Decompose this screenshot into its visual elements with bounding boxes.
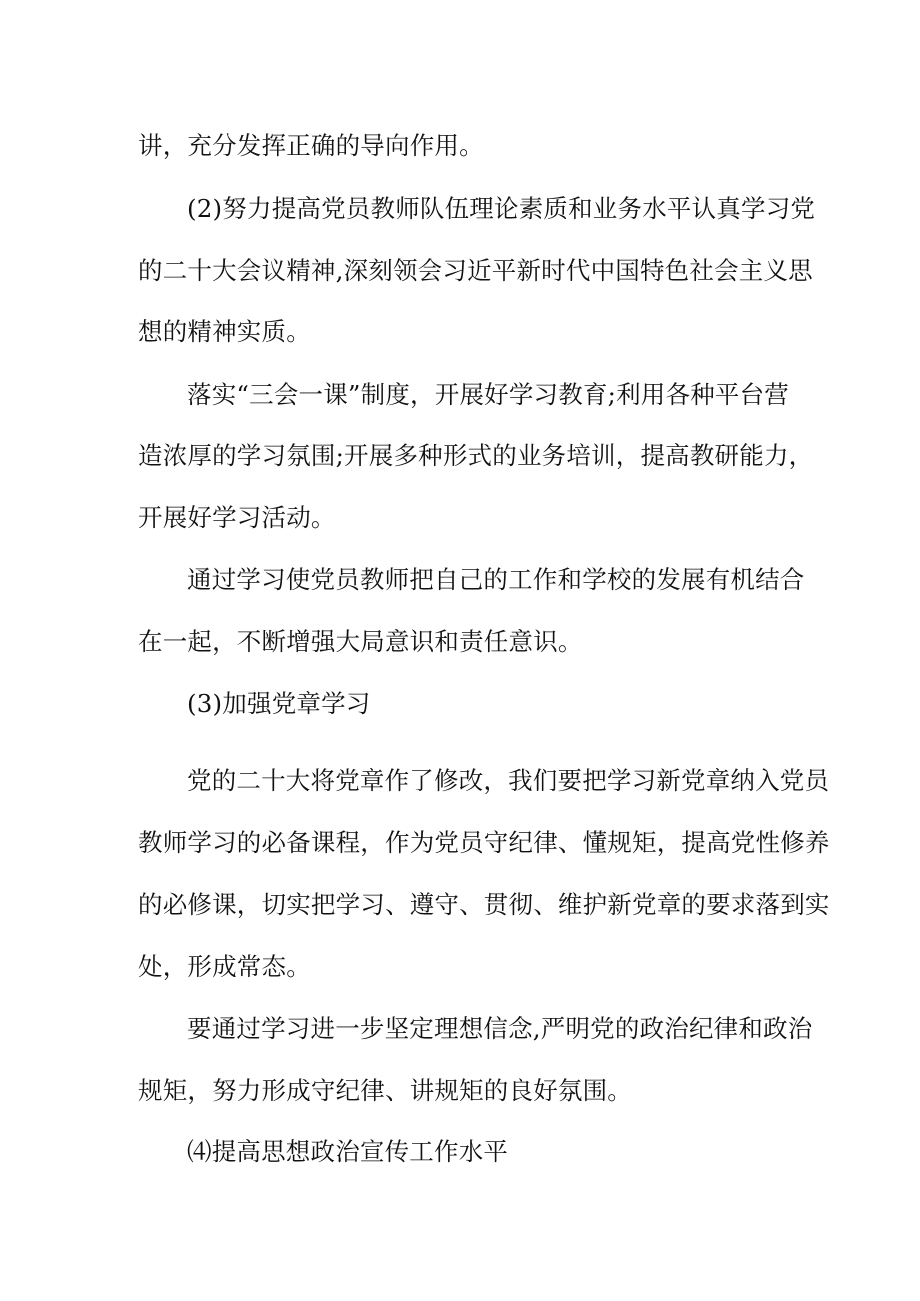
text-line: 的二十大会议精神,深刻领会习近平新时代中国特色社会主义思	[138, 256, 813, 285]
text-line: 处，形成常态。	[138, 952, 311, 981]
text-line: 开展好学习活动。	[138, 503, 336, 532]
text-line: 的必修课，切实把学习、遵守、贯彻、维护新党章的要求落到实	[138, 890, 830, 919]
text-line: 讲，充分发挥正确的导向作用。	[138, 131, 484, 160]
text-line: 规矩，努力形成守纪律、讲规矩的良好氛围。	[138, 1076, 632, 1105]
text-line: 落实“三会一课”制度，开展好学习教育;利用各种平台营	[187, 380, 790, 409]
section-heading: (3)加强党章学习	[187, 689, 371, 718]
section-heading: ⑷提高思想政治宣传工作水平	[187, 1137, 509, 1166]
text-line: 教师学习的必备课程，作为党员守纪律、懂规矩，提高党性修养	[138, 828, 830, 857]
text-line: 想的精神实质。	[138, 317, 311, 346]
text-line: 通过学习使党员教师把自己的工作和学校的发展有机结合	[187, 565, 805, 594]
text-line: 在一起，不断增强大局意识和责任意识。	[138, 627, 583, 656]
text-line: 造浓厚的学习氛围;开展多种形式的业务培训，提高教研能力，	[138, 441, 814, 470]
text-line: 党的二十大将党章作了修改，我们要把学习新党章纳入党员	[187, 766, 830, 795]
text-line: 要通过学习进一步坚定理想信念,严明党的政治纪律和政治	[187, 1014, 813, 1043]
text-line: (2)努力提高党员教师队伍理论素质和业务水平认真学习党	[187, 194, 816, 223]
